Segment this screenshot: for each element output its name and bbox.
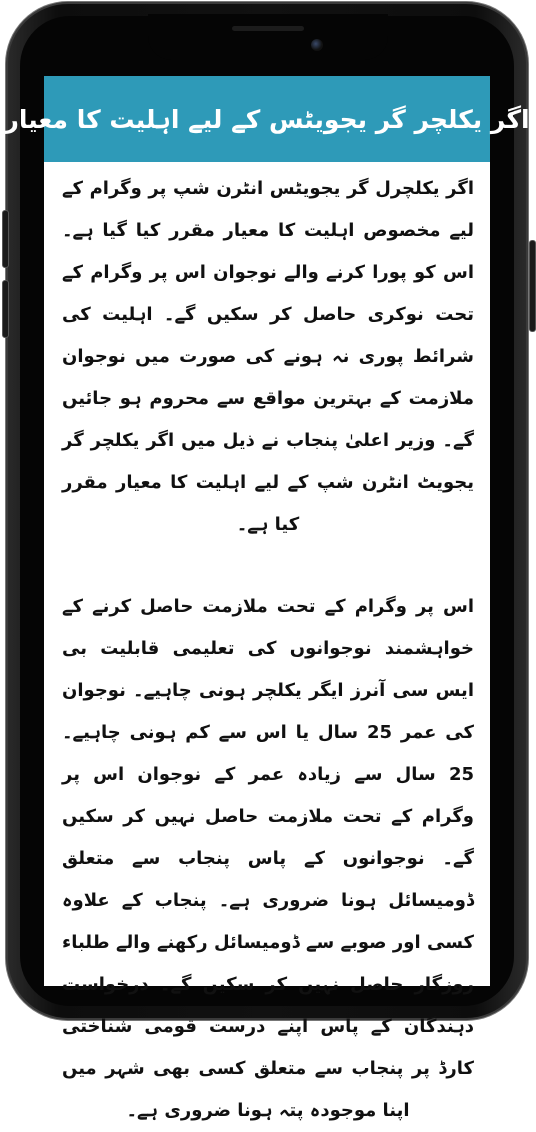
side-button-right bbox=[529, 240, 536, 332]
phone-notch bbox=[148, 14, 388, 60]
article-header-banner bbox=[4, 76, 530, 162]
article-paragraph-2: اس پر وگرام کے تحت ملازمت حاصل کرنے کے خواہشمند نوجوانوں کی تعلیمی قابلیت بی ایس سی آنرز ایگر یکلچر ہونی چاہیے۔ نوجوان کی عمر 25 سال یا اس سے کم ہونی چاہیے۔ 25 سال سے زیادہ عمر کے نوجوان اس پر وگرام کے تحت ملازمت حاصل نہیں کر سکیں گے۔ نوجوانوں کے پاس پنجاب سے متعلق ڈومیسائل ہونا ضروری ہے۔ پنجاب کے علاوہ کسی اور صوبے سے ڈومیسائل رکھنے والے طلباء روزگار حاصل نہیں کر سکیں گے۔ درخواست دہندگان کے پاس اپنے درست قومی شناختی کارڈ پر پنجاب سے متعلق کسی بھی شہر میں اپنا موجودہ پتہ ہونا ضروری ہے۔ bbox=[62, 596, 474, 1121]
article-body bbox=[62, 168, 474, 1132]
phone-screen[interactable] bbox=[4, 76, 530, 1121]
side-button-left-1 bbox=[2, 210, 9, 268]
speaker-grille bbox=[232, 26, 304, 31]
article-paragraph-1: اگر یکلچرل گر یجویٹس انٹرن شپ پر وگرام کے لیے مخصوص اہلیت کا معیار مقرر کیا گیا ہے۔ اس کو پورا کرنے والے نوجوان اس پر وگرام کے تحت نوکری حاصل کر سکیں گے۔ اہلیت کی شرائط پوری نہ ہونے کی صورت میں نوجوان ملازمت کے بہترین مواقع سے محروم ہو جائیں گے۔ وزیر اعلیٰ پنجاب نے ذیل میں اگر یکلچر گر یجویٹ انٹرن شپ کے لیے اہلیت کا معیار مقرر کیا ہے۔ bbox=[62, 178, 474, 535]
side-button-left-2 bbox=[2, 280, 9, 338]
article-title: اگر یکلچر گر یجویٹس کے لیے اہلیت کا معیار bbox=[4, 104, 530, 134]
front-camera-icon bbox=[311, 39, 323, 51]
